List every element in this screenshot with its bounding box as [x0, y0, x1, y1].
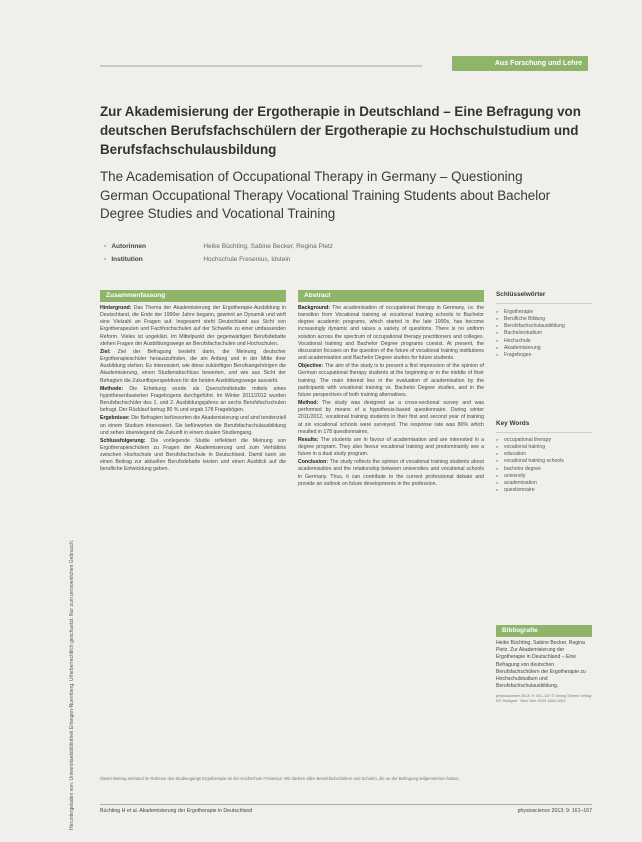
title-german: Zur Akademisierung der Ergotherapie in Deutschland – Eine Befragung von deutschen Berufsfachschülern der Ergotherapie zu Hochschulstudium und Berufsfachschulausbildung [100, 104, 581, 157]
bullet-icon: ▪ [104, 243, 107, 250]
abstract-en-paragraph [298, 459, 484, 488]
abstract-en-paragraph [298, 305, 484, 362]
citation-extra: physioscience 2013; 9: 161–167 © Georg Thieme Verlag KG Stuttgart · New York ISSN 1860-3092 [496, 694, 592, 704]
keyword-item: ■ Berufsfachschulausbildung [496, 323, 592, 330]
keyword-item: ■ occupational therapy [496, 437, 592, 444]
abstract-en-body [298, 305, 484, 767]
abstract-en-header: Abstract [298, 290, 484, 302]
abstract-en-paragraph [298, 363, 484, 399]
citation-header: Bibliografie [496, 625, 592, 637]
abstract-en-paragraph [298, 437, 484, 458]
keywords-en-list [496, 437, 592, 494]
footer-journal-ref: physioscience 2013; 9: 161–167 [517, 808, 592, 814]
keywords-en-rule [496, 432, 592, 433]
paragraph-text: Das Thema der Akademisierung der Ergotherapie-Ausbildung in Deutschland, die Ende der 1990er Jahre begann, gewinnt an Dynamik und wirft eine Vielzahl an Fragen auf. Insgesamt steht Deutschland aus Sicht von Ergotherapeuten und Fachhochschulen auf der Schwelle zu einer umfassenden Reform. Vieles ist ungeklärt. Im Mittelpunkt der gegenwärtigen Berufsdebatte stehen Fragen der Ausbildungswege an Berufsfachschulen und Hochschulen. [100, 305, 286, 347]
section-badge: Aus Forschung und Lehre [452, 56, 588, 71]
abstract-de-paragraph [100, 386, 286, 415]
paragraph-label: Background: [298, 305, 330, 311]
download-notice: Heruntergeladen von: Universitaetsbibliothek Erlangen-Nuernberg. Urheberrechtlich geschuetzt. Nur zum persoenlichen Gebrauch. [69, 539, 75, 830]
footer-running-title: Büchting H et al. Akademisierung der Ergotherapie in Deutschland [100, 808, 253, 814]
header-rule [100, 65, 422, 67]
keywords-de-header: Schlüsselwörter [496, 291, 546, 298]
abstract-de-paragraph [100, 415, 286, 436]
paragraph-text: The aim of the study is to present a first impression of the opinion of German occupational therapy students at the beginning or in the middle of their training. The main interest lies in the evaluation of academisation by the participants with vocational training vs. Bachelor Degree studies, and in the future perspectives of both training alternatives. [298, 363, 484, 398]
paragraph-label: Conclusion: [298, 459, 328, 466]
keywords-de-list [496, 309, 592, 359]
authors-row [104, 243, 333, 250]
authors-label: Autorinnen [111, 243, 146, 250]
keyword-item: ■ questionnaire [496, 487, 592, 494]
keywords-en-header: Key Words [496, 420, 530, 427]
citation-text: Heike Büchting, Sabine Becker, Regina Pietz. Zur Akademisierung der Ergotherapie in Deutschland – Eine Befragung von deutschen Berufsfachschülern der Ergotherapie zu Hochschulstudium und Berufsfachschulausbildung. [496, 640, 586, 690]
keyword-item: ■ Bachelorstudium [496, 330, 592, 337]
keyword-item: ■ Fragebogen [496, 352, 592, 359]
paragraph-text: Die Befragten befürworten die Akademisierung und sind tendenziell an einem Studium interessiert. Sie befürworten die Berufsfachschulausbildung und sehen überwiegend die Zukunft in einem dualen Studiengang. [100, 415, 286, 436]
paragraph-text: Ziel der Befragung besteht darin, die Meinung deutscher Ergotherapieschüler herauszufinden, die am Anfang und in der Mitte ihrer Ausbildung stehen. Es interessiert, wie diese zukünftigen Berufsangehörigen die Akademisierung, einen Studienabschluss bewerten, und wie aus Sicht der Befragten die Zukunftsperspektiven für die beiden Ausbildungswege aussieht. [100, 348, 286, 384]
footer-rule [100, 804, 592, 805]
abstract-de-paragraph [100, 305, 286, 348]
institution-label: Institution [111, 256, 143, 263]
keyword-item: ■ Akademisierung [496, 345, 592, 352]
paragraph-text: The study was designed as a cross-sectional survey and was performed by means of a hypothesis-based questionnaire. During winter 2011/2012, vocational training students in their first and second year of training at six vocational schools were surveyed. The response rate was 80% which resulted in 178 questionnaires. [298, 400, 484, 435]
paragraph-text: The students are in favour of academisation and are interested in a degree program. They also favour vocational training and predominantly see a future in a dual study program. [298, 436, 484, 458]
paragraph-text: Die Erhebung wurde als Querschnittstudie mittels eines hypothesenbasierten Fragebogens durchgeführt. Im Winter 2011/2012 wurden Berufsfachschüler des 1. und 2. Ausbildungsjahres an sechs Berufsfachschulen befragt. Der Rücklauf betrug 80 % und ergab 178 Fragebögen. [100, 385, 286, 414]
keyword-item: ■ Hochschule [496, 338, 592, 345]
paragraph-label: Method: [298, 400, 319, 407]
footnote: Dieser Beitrag entstand im Rahmen des Studiengangs Ergotherapie an der Hochschule Fresenius. Wir danken allen Berufsfachschülern und Schulen, die an der Befragung teilgenommen haben. [100, 776, 460, 781]
paragraph-label: Results: [298, 436, 319, 443]
abstract-de-body [100, 305, 286, 767]
paragraph-label: Ergebnisse: [100, 415, 130, 422]
keywords-de-rule [496, 303, 592, 304]
paragraph-label: Ziel: [100, 348, 111, 355]
abstract-de-paragraph [100, 349, 286, 385]
institution-value: Hochschule Fresenius, Idstein [203, 256, 291, 263]
keyword-item: ■ Berufliche Bildung [496, 316, 592, 323]
abstract-de-header: Zusammenfassung [100, 290, 286, 302]
title-english: The Academisation of Occupational Therapy in Germany – Questioning German Occupational Therapy Vocational Training Students about Bachelor Degree Studies and Vocational Training [100, 169, 551, 221]
keyword-item: ■ Ergotherapie [496, 309, 592, 316]
keyword-item: ■ vocational training [496, 444, 592, 451]
paragraph-text: The academisation of occupational therapy in Germany, i.e. the transition from Vocational training at vocational training schools to Bachelor degree academic programs, which started in the late 1990s, has become increasingly dynamic and raises a variety of questions. There is no uniform solution across the spectrum of occupational therapy practitioners and colleges. Vocational training and Bachelor Degree programs coexist. At present, the discussion focuses on the question of the future of vocational training institutions and academisation and Bachelor Degree studies for future students. [298, 305, 484, 362]
abstract-en-paragraph [298, 400, 484, 436]
keyword-item: ■ bachelor degree [496, 466, 592, 473]
institution-row [104, 256, 290, 263]
paragraph-label: Hintergrund: [100, 305, 132, 311]
abstract-de-paragraph [100, 438, 286, 474]
paragraph-text: Die vorliegende Studie reflektiert die Meinung von Ergotherapieschülern zu Fragen der Akademisierung und zum Verhältnis zwischen Hochschule und Berufsfachschule in Deutschland. Damit kann sie einen Beitrag zur aktuellen Berufsdebatte leisten und einen Ausblick auf die berufliche Entwicklung geben. [100, 437, 286, 473]
keyword-item: ■ vocational training schools [496, 458, 592, 465]
authors-value: Heike Büchting, Sabine Becker, Regina Pietz [203, 243, 334, 250]
bullet-icon: ▪ [104, 256, 107, 263]
citation-box [496, 640, 592, 704]
keyword-item: ■ education [496, 451, 592, 458]
keyword-item: ■ academisation [496, 480, 592, 487]
keyword-item: ■ university [496, 473, 592, 480]
paragraph-label: Objective: [298, 363, 324, 370]
paragraph-label: Schlussfolgerung: [100, 437, 146, 444]
paragraph-text: The study reflects the opinion of vocational training students about academisation and the relationship between universities and vocational schools in Germany. Thus, it can contribute to the current professional debate and provide an outlook on future developments in the profession. [298, 459, 484, 487]
paragraph-label: Methode: [100, 385, 124, 392]
